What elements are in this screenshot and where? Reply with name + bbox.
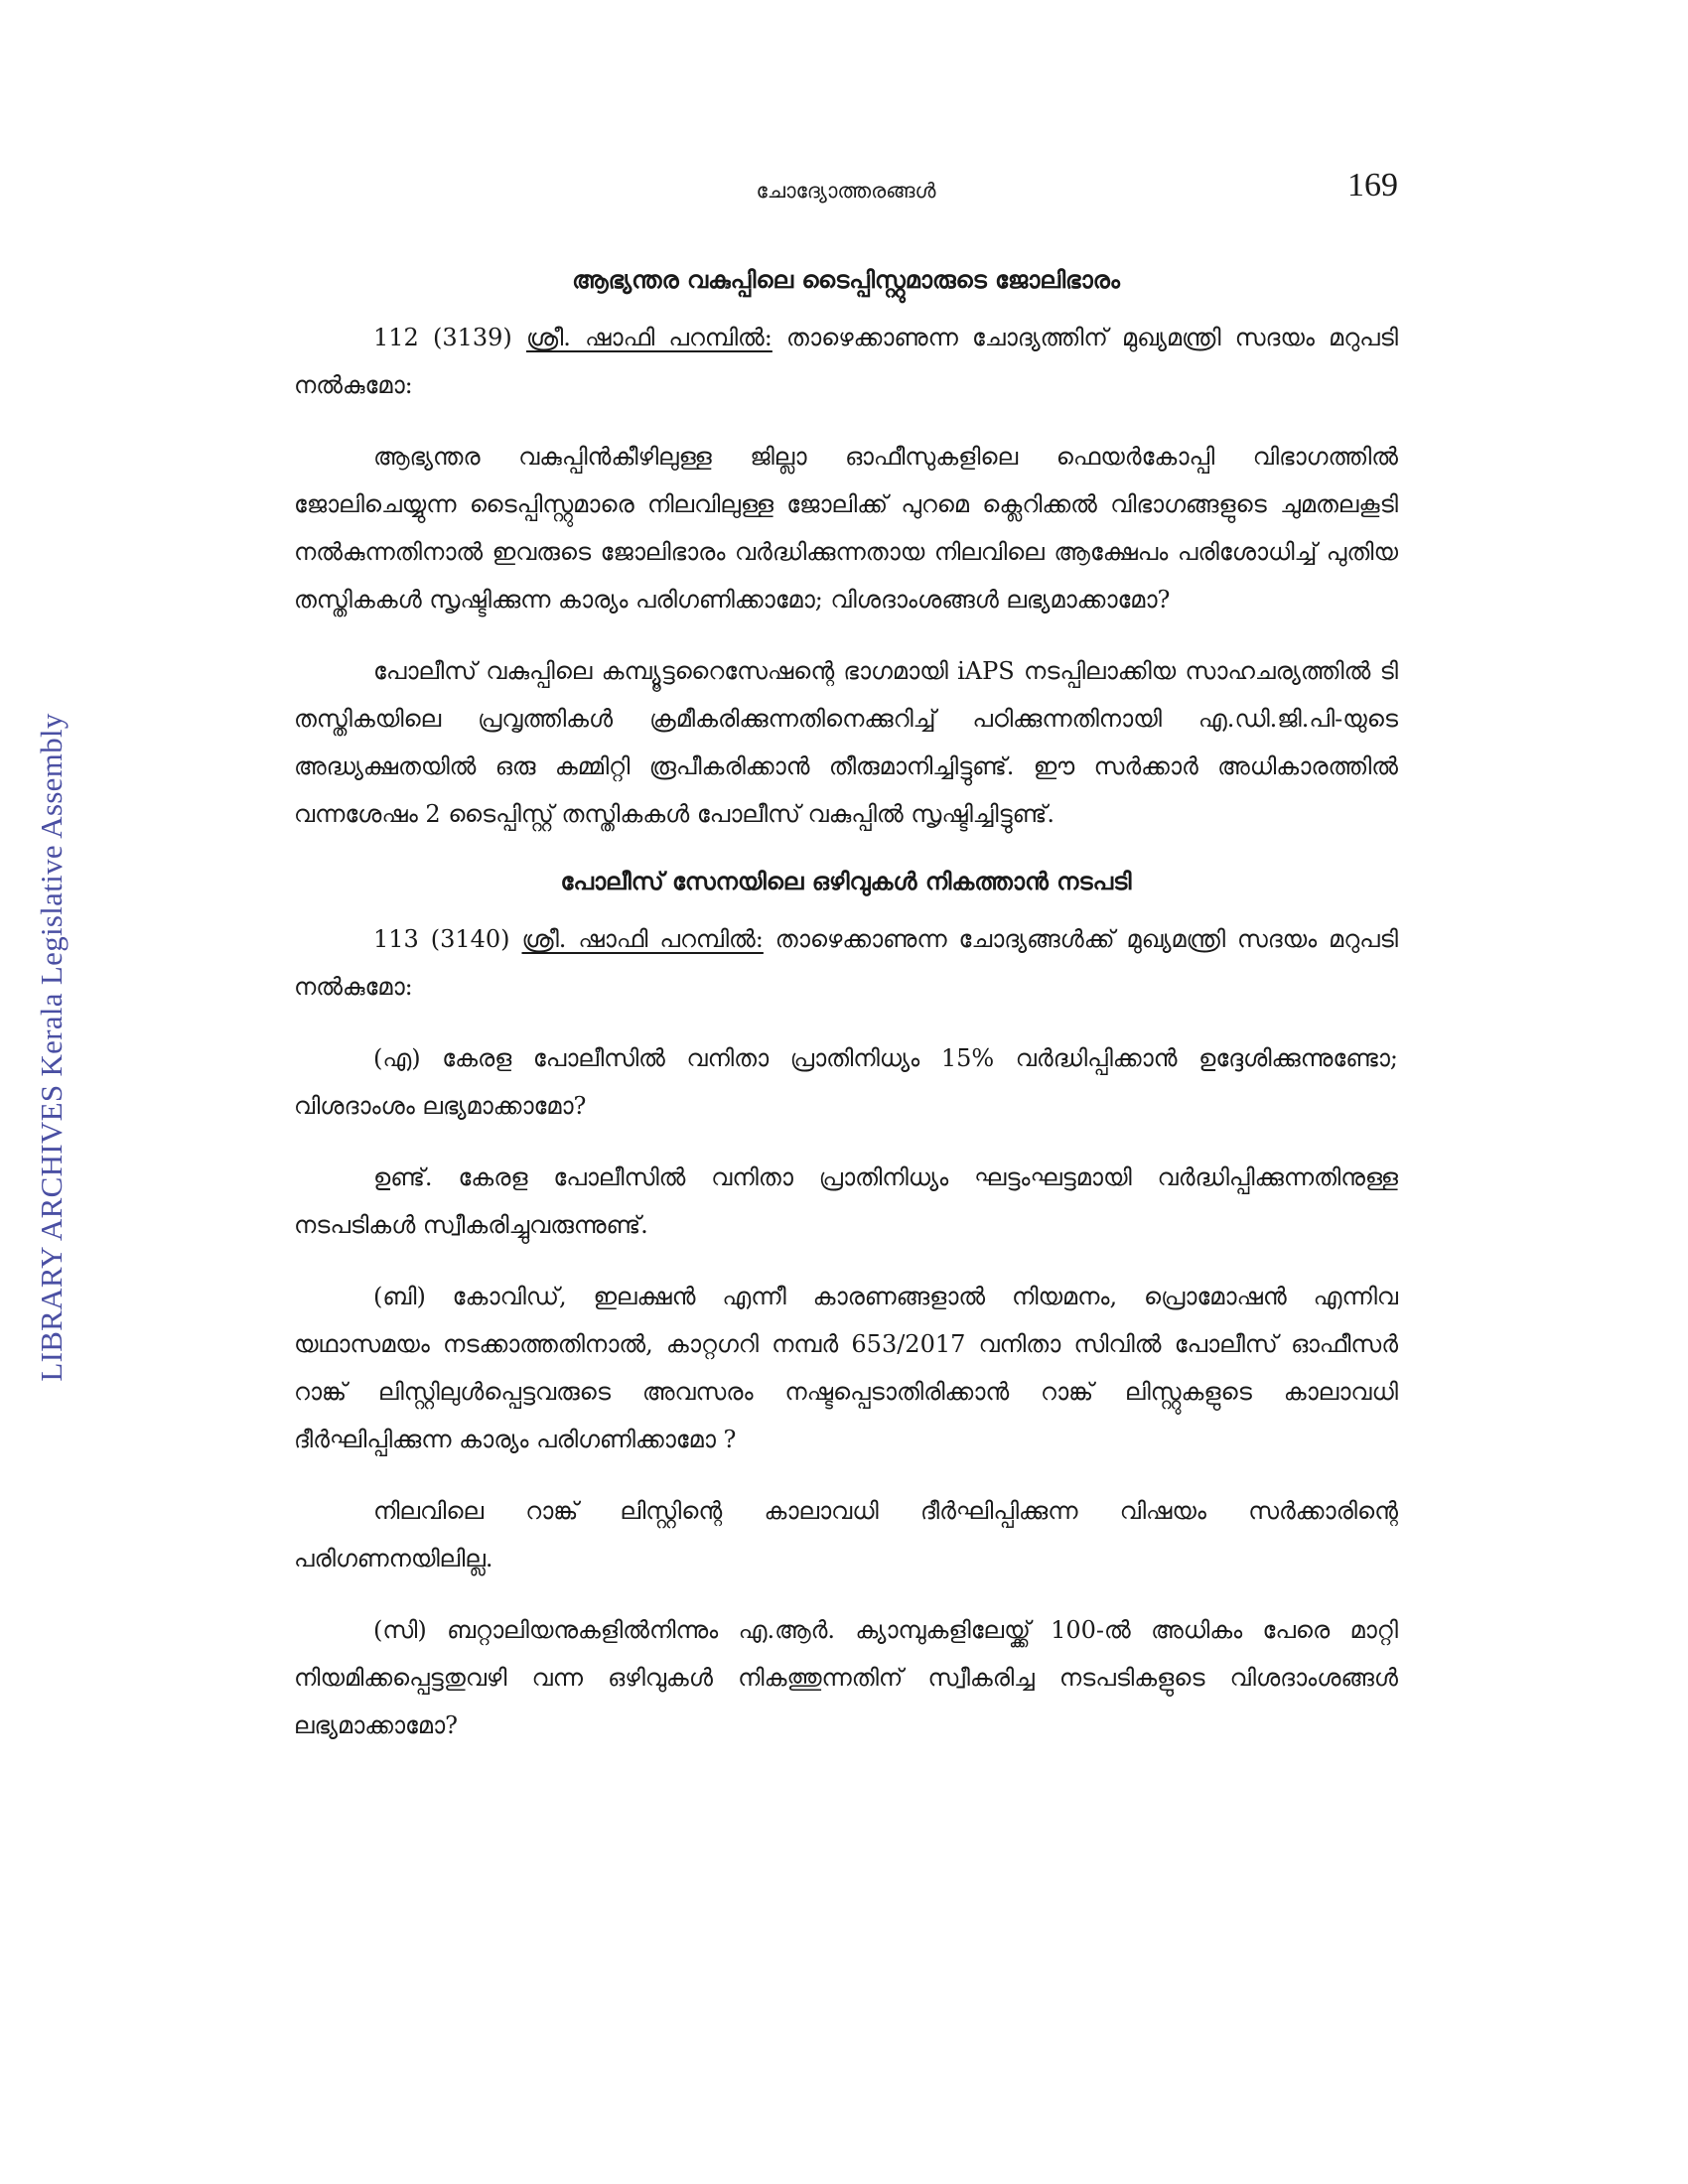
watermark-text: LIBRARY ARCHIVES Kerala Legislative Assembly <box>34 713 69 1382</box>
answer-113-a: ഉണ്ട്. കേരള പോലീസിൽ വനിതാ പ്രാതിനിധ്യം ഘട്ടംഘട്ടമായി വർദ്ധിപ്പിക്കുന്നതിനുള്ള നടപടികൾ സ്വീകരിച്ചുവരുന്നുണ്ട്. <box>294 1163 1398 1239</box>
intro-text: താഴെക്കാണുന്ന ചോദ്യത്തിന് മുഖ്യമന്ത്രി സദയം മറുപടി നൽകുമോ: <box>294 324 1399 399</box>
question-113-intro <box>294 915 1398 1011</box>
answer-113-b: നിലവിലെ റാങ്ക് ലിസ്റ്റിന്റെ കാലാവധി ദീർഘിപ്പിക്കുന്ന വിഷയം സർക്കാരിന്റെ പരിഗണനയിലില്ല. <box>294 1497 1398 1572</box>
running-title: ചോദ്യോത്തരങ്ങൾ <box>756 179 936 203</box>
question-113-a: (എ) കേരള പോലീസിൽ വനിതാ പ്രാതിനിധ്യം 15% വർദ്ധിപ്പിക്കാൻ ഉദ്ദേശിക്കുന്നുണ്ടോ; വിശദാംശം ലഭ്യമാക്കാമോ? <box>294 1044 1398 1120</box>
answer-112-text: പോലീസ് വകുപ്പിലെ കമ്പ്യൂട്ടറൈസേഷന്റെ ഭാഗമായി iAPS നടപ്പിലാക്കിയ സാഹചര്യത്തിൽ ടി തസ്തികയിലെ പ്രവൃത്തികൾ ക്രമീകരിക്കുന്നതിനെക്കുറിച്ച് പഠിക്കുന്നതിനായി എ.ഡി.ജി.പി-യുടെ അദ്ധ്യക്ഷതയിൽ ഒരു കമ്മിറ്റി രൂപീകരിക്കാൻ തീരുമാനിച്ചിട്ടുണ്ട്. ഈ സർക്കാർ അധികാരത്തിൽ വന്നശേഷം 2 ടൈപ്പിസ്റ്റ് തസ്തികകൾ പോലീസ് വകുപ്പിൽ സൃഷ്ടിച്ചിട്ടുണ്ട്. <box>294 657 1398 828</box>
member-name: ശ്രീ. ഷാഫി പറമ്പിൽ: <box>521 925 764 953</box>
question-112-text: ആഭ്യന്തര വകുപ്പിൻകീഴിലുള്ള ജില്ലാ ഓഫീസുകളിലെ ഫെയർകോപ്പി വിഭാഗത്തിൽ ജോലിചെയ്യുന്ന ടൈപ്പിസ്റ്റുമാരെ നിലവിലുള്ള ജോലിക്ക് പുറമെ ക്ലെറിക്കൽ വിഭാഗങ്ങളുടെ ചുമതലകൂടി നൽകുന്നതിനാൽ ഇവരുടെ ജോലിഭാരം വർദ്ധിക്കുന്നതായ നിലവിലെ ആക്ഷേപം പരിശോധിച്ച് പുതിയ തസ്തികകൾ സൃഷ്ടിക്കുന്ന കാര്യം പരിഗണിക്കാമോ; വിശദാംശങ്ങൾ ലഭ്യമാക്കാമോ? <box>294 443 1398 614</box>
question-112-intro <box>294 314 1398 409</box>
question-number: 113 (3140) <box>373 925 510 953</box>
question-113-c: (സി) ബറ്റാലിയനുകളിൽനിന്നും എ.ആർ. ക്യാമ്പുകളിലേയ്ക്ക് 100-ൽ അധികം പേരെ മാറ്റി നിയമിക്കപ്പെട്ടതുവഴി വന്ന ഒഴിവുകൾ നികത്തുന്നതിന് സ്വീകരിച്ച നടപടികളുടെ വിശദാംശങ്ങൾ ലഭ്യമാക്കാമോ? <box>294 1616 1398 1739</box>
question-113-b: (ബി) കോവിഡ്, ഇലക്ഷൻ എന്നീ കാരണങ്ങളാൽ നിയമനം, പ്രൊമോഷൻ എന്നിവ യഥാസമയം നടക്കാത്തതിനാൽ, കാറ്റഗറി നമ്പർ 653/2017 വനിതാ സിവിൽ പോലീസ് ഓഫീസർ റാങ്ക് ലിസ്റ്റിലുൾപ്പെട്ടവരുടെ അവസരം നഷ്ടപ്പെടാതിരിക്കാൻ റാങ്ക് ലിസ്റ്റുകളുടെ കാലാവധി ദീർഘിപ്പിക്കുന്ന കാര്യം പരിഗണിക്കാമോ ? <box>294 1283 1398 1453</box>
question-113-heading: പോലീസ് സേനയിലെ ഒഴിവുകൾ നികത്താൻ നടപടി <box>560 868 1132 895</box>
intro-text: താഴെക്കാണുന്ന ചോദ്യങ്ങൾക്ക് മുഖ്യമന്ത്രി സദയം മറുപടി നൽകുമോ: <box>294 925 1398 1001</box>
question-number: 112 (3139) <box>373 324 512 351</box>
question-112-heading: ആഭ്യന്തര വകുപ്പിലെ ടൈപ്പിസ്റ്റുമാരുടെ ജോലിഭാരം <box>572 266 1120 294</box>
page-content <box>294 260 1398 1749</box>
member-name: ശ്രീ. ഷാഫി പറമ്പിൽ: <box>525 324 773 351</box>
page-number: 169 <box>1347 167 1398 204</box>
page-header <box>294 167 1398 216</box>
